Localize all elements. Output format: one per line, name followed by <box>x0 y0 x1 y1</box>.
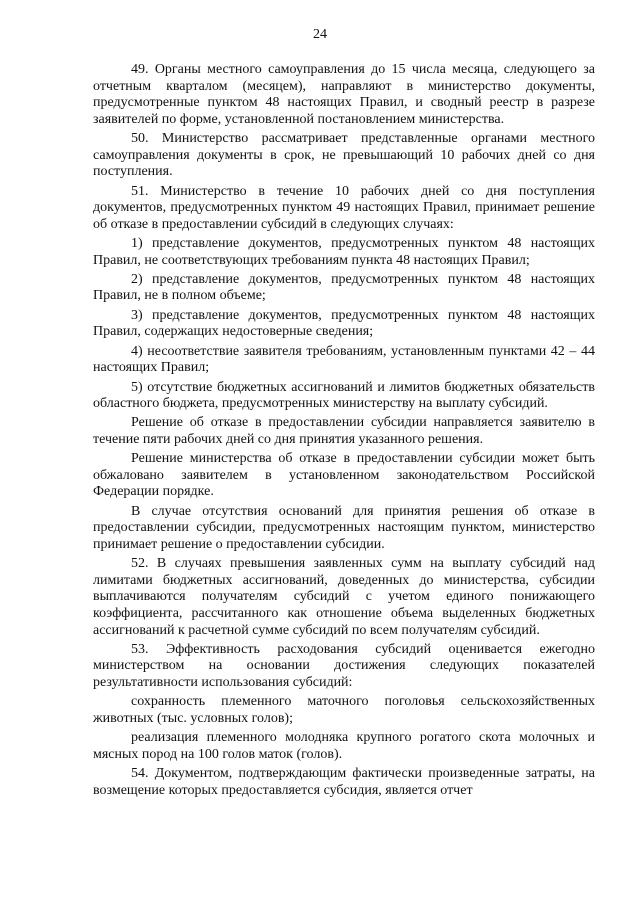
list-item-3: 3) представление документов, предусмотренных пунктом 48 настоящих Правил, содержащих недостоверные сведения; <box>93 307 595 340</box>
body-text <box>93 62 595 802</box>
page-number: 24 <box>313 27 327 42</box>
paragraph-52: 52. В случаях превышения заявленных сумм на выплату субсидий над лимитами бюджетных ассигнований, доведенных до министерства, субсидии выплачиваются получателям субсидий с учетом единого понижающего коэффициента, рассчитанного как отношение объема выделенных бюджетных ассигнований к расчетной сумме субсидий по всем получателям субсидий. <box>93 556 595 638</box>
indicator-livestock: сохранность племенного маточного поголовья сельскохозяйственных животных (тыс. условных голов); <box>93 694 595 726</box>
paragraph-53: 53. Эффективность расходования субсидий оценивается ежегодно министерством на основании достижения следующих показателей результативности использования субсидий: <box>93 641 595 691</box>
paragraph-refusal-notice: Решение об отказе в предоставлении субсидии направляется заявителю в течение пяти рабочих дней со дня принятия указанного решения. <box>93 415 595 447</box>
list-item-5: 5) отсутствие бюджетных ассигнований и лимитов бюджетных обязательств областного бюджета, предусмотренных министерству на выплату субсидий. <box>93 379 595 412</box>
paragraph-appeal: Решение министерства об отказе в предоставлении субсидии может быть обжаловано заявителем в установленном законодательством Российской Федерации порядке. <box>93 451 595 500</box>
paragraph-50: 50. Министерство рассматривает представленные органами местного самоуправления документы в срок, не превышающий 10 рабочих дней со дня поступления. <box>93 131 595 180</box>
indicator-young-stock: реализация племенного молодняка крупного рогатого скота молочных и мясных пород на 100 голов маток (голов). <box>93 730 595 762</box>
paragraph-54: 54. Документом, подтверждающим фактически произведенные затраты, на возмещение которых предоставляется субсидия, является отчет <box>93 766 595 798</box>
list-item-1: 1) представление документов, предусмотренных пунктом 48 настоящих Правил, не соответствующих требованиям пункта 48 настоящих Правил; <box>93 236 595 268</box>
list-item-2: 2) представление документов, предусмотренных пунктом 48 настоящих Правил, не в полном объеме; <box>93 271 595 304</box>
list-item-4: 4) несоответствие заявителя требованиям, установленным пунктами 42 – 44 настоящих Правил; <box>93 343 595 376</box>
paragraph-51: 51. Министерство в течение 10 рабочих дней со дня поступления документов, предусмотренных пунктом 49 настоящих Правил, принимает решение об отказе в предоставлении субсидий в следующих случаях: <box>93 183 595 232</box>
paragraph-grant-decision: В случае отсутствия оснований для принятия решения об отказе в предоставлении субсидии, предусмотренных настоящим пунктом, министерство принимает решение о предоставлении субсидии. <box>93 503 595 552</box>
paragraph-49: 49. Органы местного самоуправления до 15 числа месяца, следующего за отчетным кварталом (месяцем), направляют в министерство документы, предусмотренные пунктом 48 настоящих Правил, и сводный реестр в разрезе заявителей по форме, установленной постановлением министерства. <box>93 62 595 127</box>
